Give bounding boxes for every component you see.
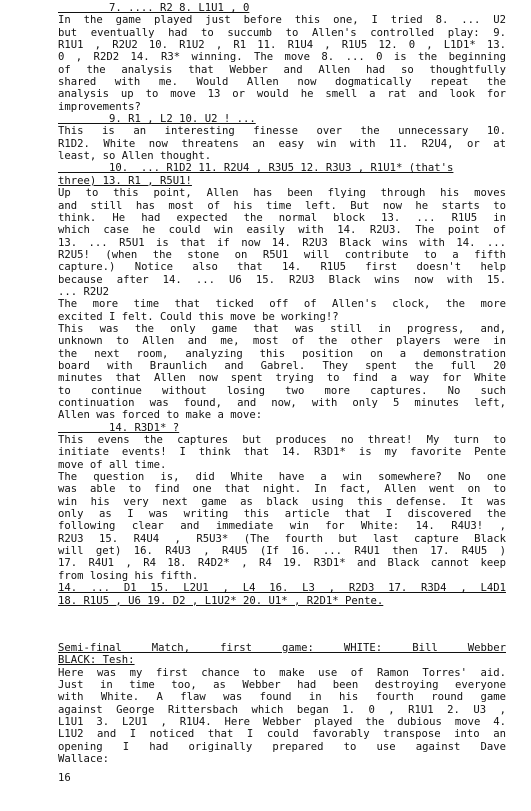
text-line: which case he could win easily with 14. R2U3. The point of	[58, 224, 506, 237]
text-line: The more time that ticked off of Allen's clock, the more	[58, 298, 506, 311]
move-line: 14. ... D1 15. L2U1 , L4 16. L3 , R2D3 17. R3D4 , L4D1	[58, 582, 506, 595]
text-line: The question is, did White have a win somewhere? No one	[58, 471, 506, 484]
text-line: In the game played just before this one, I tried 8. ... U2	[58, 14, 506, 27]
semifinal-section	[58, 642, 506, 765]
text-line: because after 14. ... U6 15. R2U3 Black wins now with 15.	[58, 273, 506, 286]
text-line: from losing his fifth.	[58, 569, 199, 582]
text-line: improvements?	[58, 100, 141, 113]
text-line: least, so Allen thought.	[58, 150, 212, 163]
text-line: will get) 16. R4U3 , R4U5 (If 16. ... R4U1 then 17. R4U5 )	[58, 545, 506, 558]
text-line: was able to find one that night. In fact, Allen went on to	[58, 483, 506, 496]
text-line: This is an interesting finesse over the unnecessary 10.	[58, 125, 506, 138]
move-line: Semi-final Match, first game: WHITE: Bill Webber	[58, 642, 506, 654]
text-line: continuation was found, and now, with only 5 minutes left,	[58, 397, 506, 409]
text-line: ... R2U2	[58, 285, 110, 298]
text-line: 0 , R2D2 14. R3* winning. The move 8. ... 0 is the beginning	[58, 51, 506, 64]
text-line: R1D2. White now threatens an easy win with 11. R2U4, or at	[58, 137, 506, 150]
move-line: BLACK: Tesh:	[58, 654, 135, 667]
move-line: 10. ... R1D2 11. R2U4 , R3U5 12. R3U3 , R1U1* (that's	[58, 162, 454, 175]
move-line: 7. .... R2 8. L1U1 , 0	[58, 2, 250, 14]
text-line: L1U2 and I noticed that I could favorably transpose into an	[58, 728, 506, 741]
text-line: of the analysis that Webber and Allen had so thoughtfully	[58, 63, 506, 76]
text-line: think. He had expected the normal block 13. ... R1U5 in	[58, 211, 506, 224]
text-line: shared with me. Would Allen now dogmatically repeat the	[58, 76, 506, 89]
text-line: R1U1 , R2U2 10. R1U2 , R1 11. R1U4 , R1U5 12. 0 , L1D1* 13.	[58, 39, 506, 52]
move-line: 18. R1U5 , U6 19. D2 , L1U2* 20. U1* , R2D1* Pente.	[58, 594, 384, 607]
text-line: against George Rittersbach which began 1. 0 , R1U1 2. U3 ,	[58, 703, 506, 716]
text-line: unknown to Allen and me, most of the other players were in	[58, 335, 506, 348]
text-line: minutes that Allen now spent trying to find a way for White	[58, 372, 506, 385]
text-line: to continue without losing two more captures. No such	[58, 384, 506, 397]
text-line: initiate events! I think that 14. R3D1* is my favorite Pente	[58, 446, 506, 459]
text-line: with White. A flaw was found in his fourth round game	[58, 691, 506, 704]
text-line: This evens the captures but produces no threat! My turn to	[58, 434, 506, 447]
text-line: board with Braunlich and Gabrel. They spent the full 20	[58, 359, 506, 372]
move-line: 14. R3D1* ?	[58, 421, 180, 434]
text-line: Here was my first chance to make use of Ramon Torres' aid.	[58, 666, 506, 679]
text-line: only as I was writing this article that I discovered the	[58, 508, 506, 521]
text-line: R2U3 15. R4U4 , R5U3* (The fourth but last capture Black	[58, 532, 506, 545]
move-line: 9. R1 , L2 10. U2 ! ...	[58, 113, 256, 126]
text-line: analysis up to move 13 or would he smell a rat and look for	[58, 88, 506, 101]
text-line: Up to this point, Allen has been flying through his moves	[58, 187, 506, 200]
text-line: Just in time too, as Webber had been destroying everyone	[58, 679, 506, 692]
text-line: excited I felt. Could this move be working!?	[58, 310, 339, 323]
text-line: Allen was forced to make a move:	[58, 409, 263, 422]
text-line: L1U1 3. L2U1 , R1U4. Here Webber played the dubious move 4.	[58, 716, 506, 729]
text-line: 13. ... R5U1 is that if now 14. R2U3 Black wins with 14. ...	[58, 236, 506, 249]
text-line: but eventually had to succumb to Allen's controlled play: 9.	[58, 26, 506, 39]
text-line: move of all time.	[58, 458, 167, 471]
text-line: following clear and immediate win for White: 14. R4U3! ,	[58, 520, 506, 533]
text-line: R2U5! (when the stone on R5U1 will contribute to a fifth	[58, 248, 506, 261]
article-body	[58, 2, 506, 607]
text-line: This was the only game that was still in progress, and,	[58, 322, 506, 335]
text-line: 17. R4U1 , R4 18. R4D2* , R4 19. R3D1* and Black cannot keep	[58, 557, 506, 570]
page-number: 16	[58, 772, 71, 784]
text-line: win his very next game as black using this defense. It was	[58, 495, 506, 508]
text-line: and still has most of his time left. But now he starts to	[58, 199, 506, 212]
text-line: capture.) Notice also that 14. R1U5 first doesn't help	[58, 261, 506, 274]
text-line: the next room, analyzing this position on a demonstration	[58, 347, 506, 360]
text-line: Wallace:	[58, 753, 110, 766]
text-line: opening I had originally prepared to use against Dave	[58, 740, 506, 753]
move-line: three) 13. R1 , R5U1!	[58, 174, 192, 187]
